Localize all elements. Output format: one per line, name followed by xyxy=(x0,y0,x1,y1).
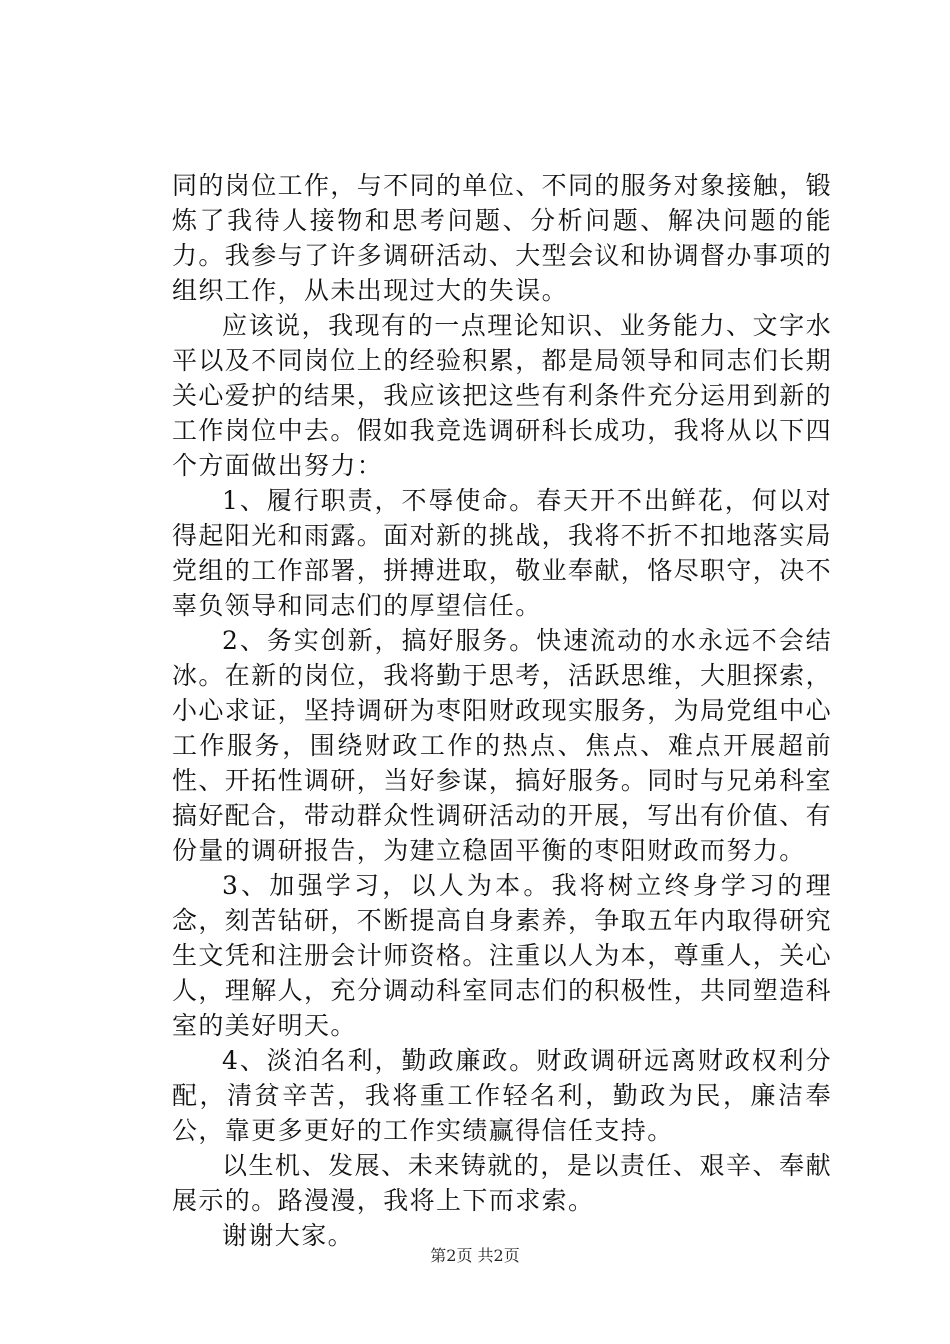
paragraph-5: 3、加强学习，以人为本。我将树立终身学习的理念，刻苦钻研，不断提高自身素养，争取五年内取得研究生文凭和注册会计师资格。注重以人为本，尊重人，关心人，理解人，充分调动科室同志们的积极性，共同塑造科室的美好明天。 xyxy=(172,871,833,1040)
paragraph-7: 以生机、发展、未来铸就的，是以责任、艰辛、奉献展示的。路漫漫，我将上下而求索。 xyxy=(172,1151,832,1215)
paragraph-2: 应该说，我现有的一点理论知识、业务能力、文字水平以及不同岗位上的经验积累，都是局领导和同志们长期关心爱护的结果，我应该把这些有利条件充分运用到新的工作岗位中去。假如我竞选调研科长成功，我将从以下四个方面做出努力： xyxy=(172,311,833,480)
paragraph-4: 2、务实创新，搞好服务。快速流动的水永远不会结冰。在新的岗位，我将勤于思考，活跃思维，大胆探索，小心求证，坚持调研为枣阳财政现实服务，为局党组中心工作服务，围绕财政工作的热点、焦点、难点开展超前性、开拓性调研，当好参谋，搞好服务。同时与兄弟科室搞好配合，带动群众性调研活动的开展，写出有价值、有份量的调研报告，为建立稳固平衡的枣阳财政而努力。 xyxy=(172,626,833,865)
paragraph-8: 谢谢大家。 xyxy=(222,1221,355,1250)
document-body xyxy=(172,168,832,1253)
paragraph-1: 同的岗位工作，与不同的单位、不同的服务对象接触，锻炼了我待人接物和思考问题、分析问题、解决问题的能力。我参与了许多调研活动、大型会议和协调督办事项的组织工作，从未出现过大的失误。 xyxy=(172,171,833,305)
page-footer: 第2页 共2页 xyxy=(430,1246,520,1265)
paragraph-6: 4、淡泊名利，勤政廉政。财政调研远离财政权利分配，清贫辛苦，我将重工作轻名利，勤政为民，廉洁奉公，靠更多更好的工作实绩赢得信任支持。 xyxy=(172,1046,832,1145)
paragraph-3: 1、履行职责，不辱使命。春天开不出鲜花，何以对得起阳光和雨露。面对新的挑战，我将不折不扣地落实局党组的工作部署，拼搏进取，敬业奉献，恪尽职守，决不辜负领导和同志们的厚望信任。 xyxy=(172,486,833,620)
